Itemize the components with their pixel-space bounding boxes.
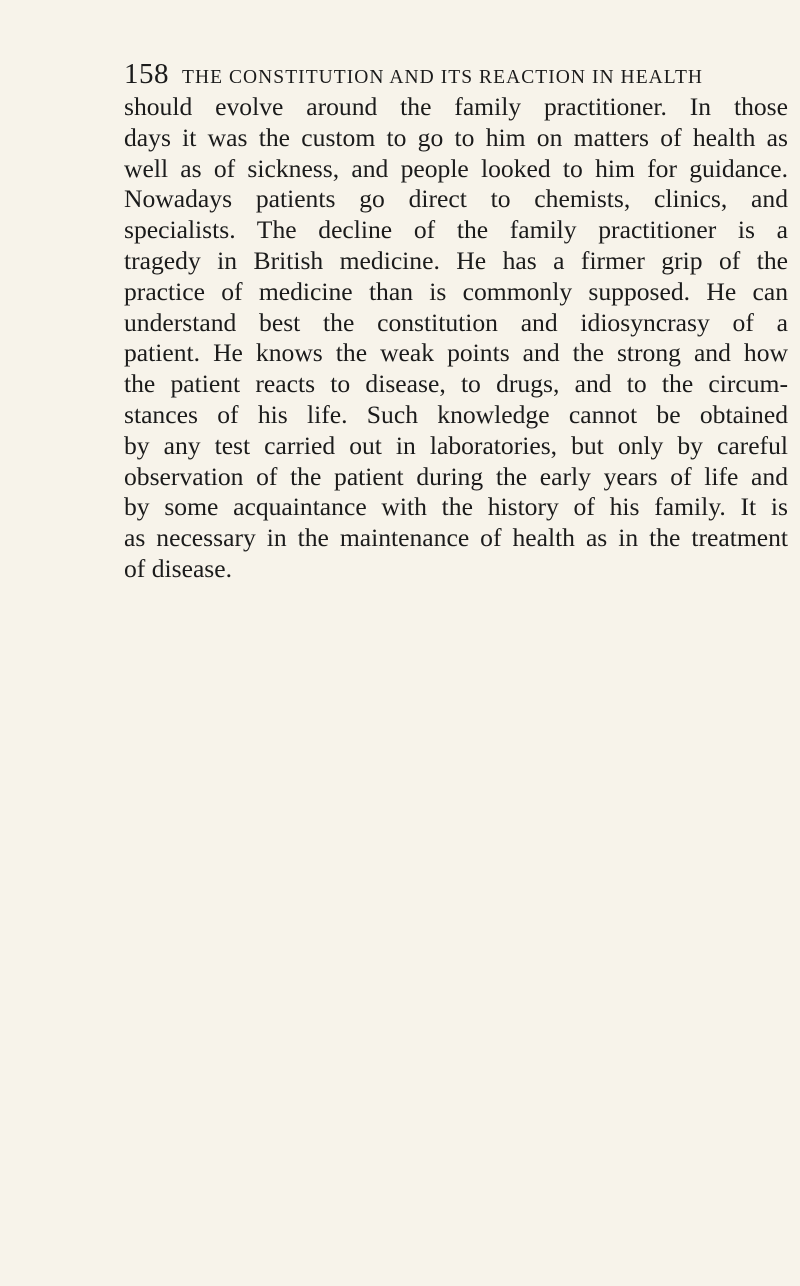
- running-header: [124, 58, 794, 91]
- running-header-title: THE CONSTITUTION AND ITS REACTION IN HEALTH: [182, 67, 704, 88]
- text-line: by some acquaintance with the history of his family. It is: [124, 492, 788, 522]
- text-line: patient. He knows the weak points and the strong and how: [124, 338, 788, 368]
- text-line: by any test carried out in laboratories, but only by careful: [124, 430, 788, 460]
- text-line: should evolve around the family practitioner. In those: [124, 92, 788, 121]
- text-line: days it was the custom to go to him on matters of health as: [124, 122, 788, 152]
- text-line: specialists. The decline of the family practitioner is a: [124, 215, 788, 245]
- text-line: of disease.: [124, 553, 233, 583]
- body-paragraph: [124, 92, 788, 585]
- text-line: understand best the constitution and idiosyncrasy of a: [124, 307, 788, 337]
- page-number: 158: [124, 58, 169, 90]
- text-line: the patient reacts to disease, to drugs, and to the circum-: [124, 369, 788, 399]
- text-line: as necessary in the maintenance of health as in the treatment: [124, 523, 788, 553]
- text-line: well as of sickness, and people looked to him for guidance.: [124, 153, 788, 183]
- text-line: practice of medicine than is commonly supposed. He can: [124, 276, 788, 306]
- text-line: Nowadays patients go direct to chemists, clinics, and: [124, 184, 788, 214]
- text-line: stances of his life. Such knowledge cannot be obtained: [124, 399, 788, 429]
- text-line: observation of the patient during the early years of life and: [124, 461, 788, 491]
- text-line: tragedy in British medicine. He has a firmer grip of the: [124, 245, 788, 275]
